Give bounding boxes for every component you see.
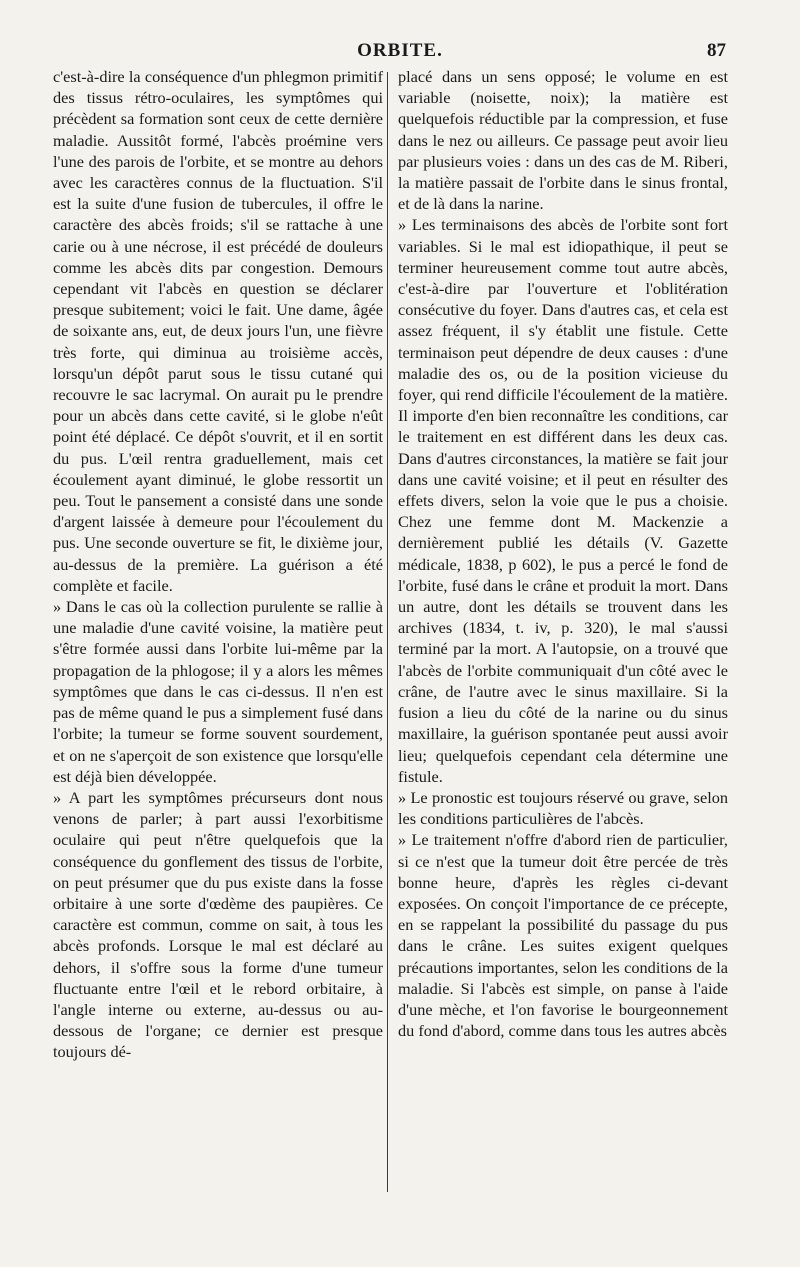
left-paragraph-1: c'est-à-dire la conséquence d'un phlegmon primitif des tissus rétro-oculaires, les symptômes qui précèdent sa formation sont ceux de cette dernière maladie. Aussitôt formé, l'abcès proémine vers l'une des parois de l'orbite, et se montre au dehors avec les caractères connus de la fluctuation. S'il est la suite d'une fusion de tubercules, il offre le caractère des abcès froids; s'il se rattache à une carie ou à une nécrose, il est précédé de douleurs comme les abcès dits par congestion. Demours cependant vit l'abcès en question se déclarer presque subitement; voici le fait. Une dame, âgée de soixante ans, eut, de deux jours l'un, une fièvre très forte, qui diminua au troisième accès, lorsqu'un dépôt parut sous le tissu cutané qui recouvre le sac lacrymal. On aurait pu le prendre pour un abcès dans cette cavité, si le globe n'eût point été déplacé. Ce dépôt s'ouvrit, et il en sortit du pus. L'œil rentra graduellement, mais cet écoulement ayant diminué, le globe ressortit un peu. Tout le pansement a consisté dans une sonde d'argent laissée à demeure pour l'écoulement du pus. Une seconde ouverture se fit, le dixième jour, au-dessus de la première. La guérison a été complète et facile.	[53, 67, 383, 595]
column-divider	[387, 72, 388, 1192]
right-paragraph-4: » Le traitement n'offre d'abord rien de particulier, si ce n'est que la tumeur doit être percée de très bonne heure, d'après les règles ci-devant exposées. On conçoit l'importance de ce précepte, en se rappelant la possibilité du passage du pus dans le crâne. Les suites exigent quelques précautions importantes, selon les conditions de la maladie. Si l'abcès est simple, on panse à l'aide d'une mèche, et l'on favorise le bourgeonnement du fond d'abord, comme dans tous les autres abcès	[398, 830, 728, 1041]
right-paragraph-1: placé dans un sens opposé; le volume en est variable (noisette, noix); la matière est quelquefois réductible par la compression, et fuse dans le nez ou ailleurs. Ce passage peut avoir lieu par plusieurs voies : dans un des cas de M. Riberi, la matière passait de l'orbite dans le sinus frontal, et de là dans la narine.	[398, 67, 728, 214]
page-number: 87	[707, 40, 726, 61]
left-paragraph-3: » A part les symptômes précurseurs dont nous venons de parler; à part aussi l'exorbitisme oculaire qui peut n'être quelquefois que la conséquence du gonflement des tissus de l'orbite, on peut présumer que du pus existe dans la fosse orbitaire à une sorte d'œdème des paupières. Ce caractère est commun, comme on sait, à tous les abcès profonds. Lorsque le mal est déclaré au dehors, il s'offre sous la forme d'une tumeur fluctuante entre l'œil et le rebord orbitaire, à l'angle interne ou externe, au-dessus ou au-dessous de l'organe; ce dernier est presque toujours dé-	[53, 787, 383, 1062]
right-column	[398, 66, 728, 1041]
left-paragraph-2: » Dans le cas où la collection purulente se rallie à une maladie d'une cavité voisine, la matière peut s'être formée aussi dans l'orbite lui-même par la propagation de la phlogose; il y a alors les mêmes symptômes que dans le cas ci-dessus. Il n'en est pas de même quand le pus a simplement fusé dans l'orbite; la tumeur se forme souvent sourdement, et on ne s'aperçoit de son existence que lorsqu'elle est déjà bien développée.	[53, 597, 383, 786]
running-head	[0, 40, 800, 64]
running-title: ORBITE.	[357, 40, 443, 61]
right-paragraph-2: » Les terminaisons des abcès de l'orbite sont fort variables. Si le mal est idiopathique, il peut se terminer heureusement comme tout autre abcès, c'est-à-dire par l'ouverture et l'oblitération consécutive du foyer. Dans d'autres cas, et cela est assez fréquent, il s'y établit une fistule. Cette terminaison peut dépendre de deux causes : d'une maladie des os, ou de la position vicieuse du foyer, qui rend difficile l'écoulement de la matière. Il importe d'en bien reconnaître les conditions, car le traitement en est différent dans les deux cas. Dans d'autres circonstances, la matière se fait jour dans une cavité voisine; et il peut en résulter des effets divers, selon la voie que le pus a choisie. Chez une femme dont M. Mackenzie a dernièrement publié les détails (V. Gazette médicale, 1838, p 602), le pus a percé le fond de l'orbite, fusé dans le crâne et produit la mort. Dans un autre, dont les détails se trouvent dans les archives (1834, t. iv, p. 320), le mal s'aussi terminé par la mort. A l'autopsie, on a trouvé que l'abcès de l'orbite communiquait d'un côté avec le crâne, de l'autre avec le sinus maxillaire. Si la fusion a lieu du côté de la narine ou du sinus maxillaire, la guérison spontanée peut aussi avoir lieu; quelquefois cependant cela détermine une fistule.	[398, 215, 728, 786]
right-paragraph-3: » Le pronostic est toujours réservé ou grave, selon les conditions particulières de l'abcès.	[398, 787, 728, 829]
left-column	[53, 66, 383, 1063]
